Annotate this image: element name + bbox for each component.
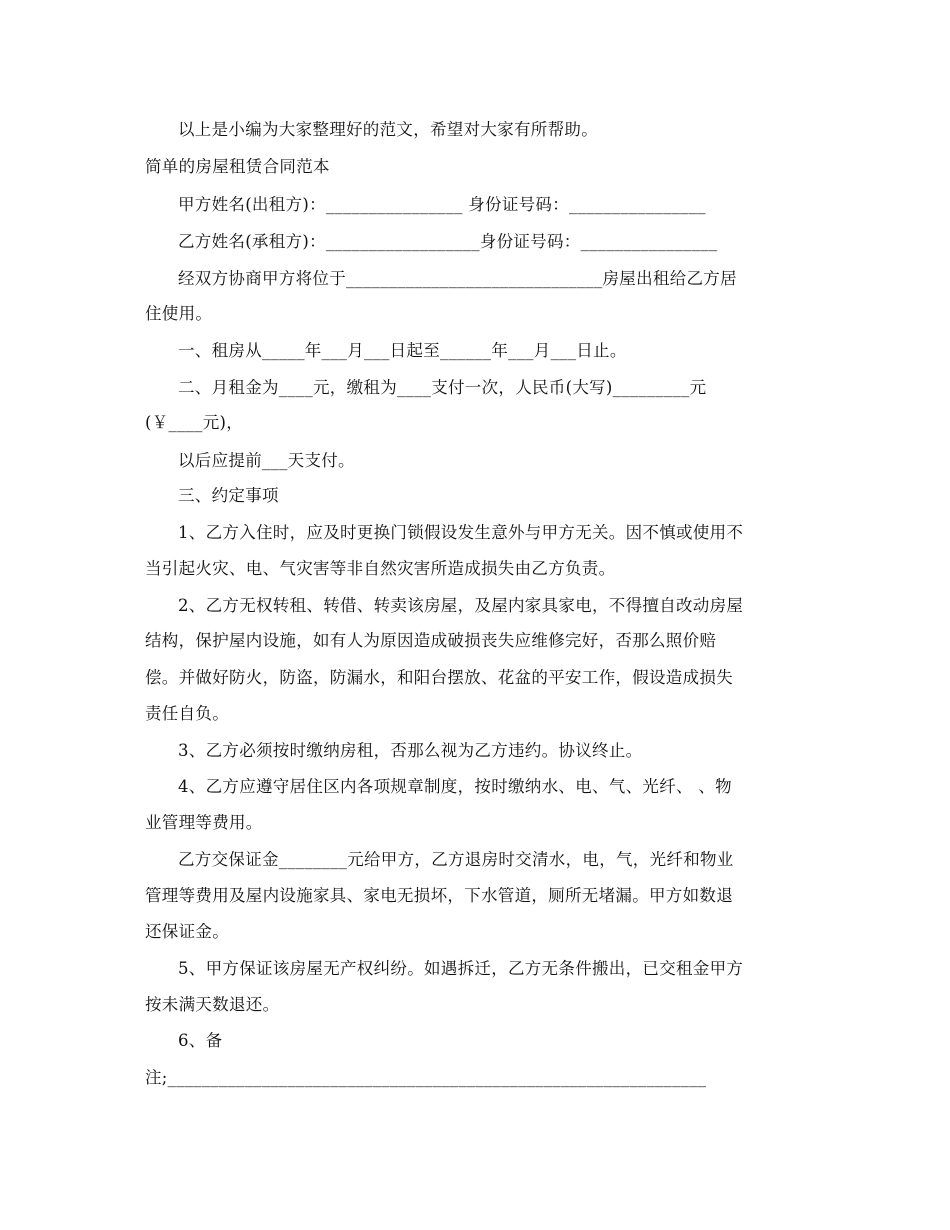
term-line: 一、租房从_____年___月___日起至______年___月___日止。 bbox=[178, 341, 627, 360]
deposit-line-2: 管理等费用及屋内设施家具、家电无损坏，下水管道，厕所无堵漏。甲方如数退 bbox=[145, 886, 733, 905]
section-heading: 三、约定事项 bbox=[178, 486, 279, 505]
party-a-line: 甲方姓名(出租方)：________________ 身份证号码：________________ bbox=[178, 195, 706, 214]
clause-1-line-2: 当引起火灾、电、气灾害等非自然灾害所造成损失由乙方负责。 bbox=[145, 559, 616, 578]
clause-3-line: 3、乙方必须按时缴纳房租，否那么视为乙方违约。协议终止。 bbox=[178, 741, 643, 760]
location-line-cont: 住使用。 bbox=[145, 304, 213, 323]
contract-title: 简单的房屋租赁合同范本 bbox=[145, 157, 330, 176]
clause-2-line-2: 结构，保护屋内设施，如有人为原因造成破损丧失应维修完好，否那么照价赔 bbox=[145, 631, 717, 650]
payment-advance-line: 以后应提前___天支付。 bbox=[178, 451, 355, 470]
rent-line-cont: (￥____元)， bbox=[145, 413, 244, 432]
rent-line: 二、月租金为____元，缴租为____支付一次，人民币(大写)_________元 bbox=[178, 378, 707, 397]
clause-5-line-2: 按未满天数退还。 bbox=[145, 995, 280, 1014]
clause-6-line-1: 6、备 bbox=[178, 1031, 223, 1050]
clause-4-line-1: 4、乙方应遵守居住区内各项规章制度，按时缴纳水、电、气、光纤、 、物 bbox=[178, 777, 732, 796]
party-b-line: 乙方姓名(承租方)：__________________身份证号码：________________ bbox=[178, 232, 718, 251]
clause-6-line-2: 注;_______________________________________________________________ bbox=[145, 1068, 707, 1087]
clause-2-line-4: 责任自负。 bbox=[145, 704, 229, 723]
deposit-line-1: 乙方交保证金________元给甲方，乙方退房时交清水，电，气，光纤和物业 bbox=[178, 850, 734, 869]
location-line: 经双方协商甲方将位于______________________________房屋出租给乙方居 bbox=[178, 269, 737, 288]
intro-line: 以上是小编为大家整理好的范文，希望对大家有所帮助。 bbox=[178, 120, 598, 139]
clause-4-line-2: 业管理等费用。 bbox=[145, 813, 263, 832]
clause-1-line-1: 1、乙方入住时，应及时更换门锁假设发生意外与甲方无关。因不慎或使用不 bbox=[178, 523, 744, 542]
deposit-line-3: 还保证金。 bbox=[145, 922, 229, 941]
clause-5-line-1: 5、甲方保证该房屋无产权纠纷。如遇拆迁，乙方无条件搬出，已交租金甲方 bbox=[178, 959, 744, 978]
clause-2-line-1: 2、乙方无权转租、转借、转卖该房屋，及屋内家具家电，不得擅自改动房屋 bbox=[178, 596, 744, 615]
clause-2-line-3: 偿。并做好防火，防盗，防漏水，和阳台摆放、花盆的平安工作，假设造成损失 bbox=[145, 668, 733, 687]
